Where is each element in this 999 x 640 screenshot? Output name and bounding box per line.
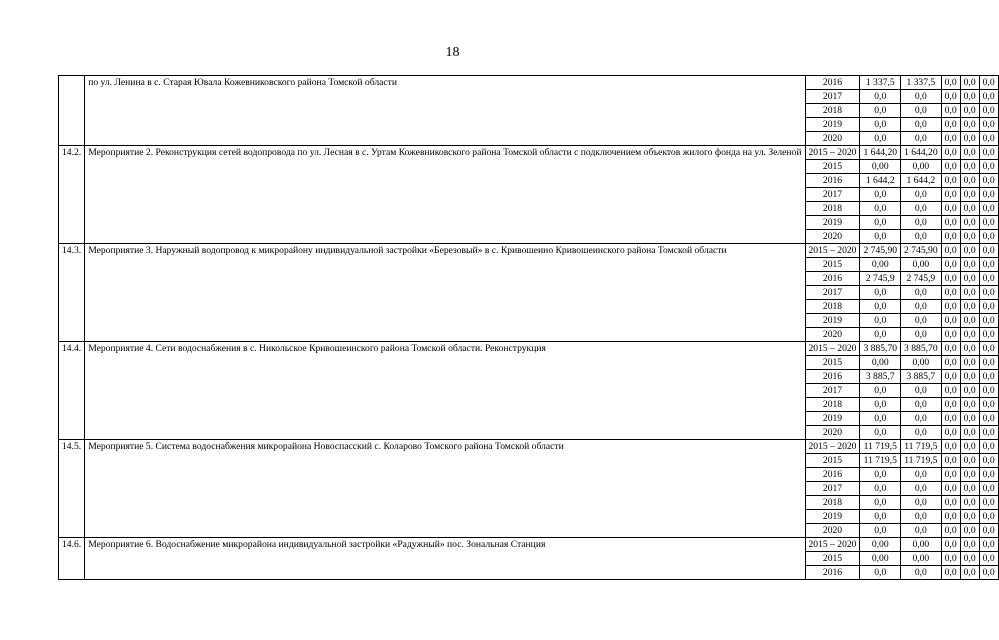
value-cell: 0,0 (860, 104, 901, 118)
value-cell: 0,0 (960, 146, 979, 160)
year-cell: 2019 (805, 118, 860, 132)
value-cell: 0,0 (860, 426, 901, 440)
year-cell: 2018 (805, 496, 860, 510)
value-cell: 0,0 (979, 552, 998, 566)
value-cell: 0,0 (960, 174, 979, 188)
value-cell: 0,0 (960, 356, 979, 370)
value-cell: 0,0 (941, 230, 960, 244)
value-cell: 0,0 (941, 412, 960, 426)
value-cell: 0,0 (979, 286, 998, 300)
item-number (59, 76, 85, 146)
year-cell: 2020 (805, 230, 860, 244)
year-cell: 2017 (805, 482, 860, 496)
value-cell: 0,0 (979, 300, 998, 314)
year-cell: 2020 (805, 426, 860, 440)
value-cell: 0,0 (960, 132, 979, 146)
value-cell: 0,0 (960, 272, 979, 286)
table-body (59, 76, 999, 580)
table-row (59, 440, 999, 454)
year-cell: 2020 (805, 132, 860, 146)
value-cell: 0,0 (901, 468, 942, 482)
value-cell: 0,0 (960, 384, 979, 398)
year-cell: 2015 – 2020 (805, 440, 860, 454)
value-cell: 1 644,2 (901, 174, 942, 188)
year-cell: 2015 – 2020 (805, 538, 860, 552)
value-cell: 1 337,5 (860, 76, 901, 90)
value-cell: 0,0 (960, 524, 979, 538)
value-cell: 0,0 (941, 496, 960, 510)
table-row (59, 146, 999, 160)
year-cell: 2016 (805, 76, 860, 90)
value-cell: 1 644,20 (901, 146, 942, 160)
value-cell: 0,00 (860, 552, 901, 566)
table-row (59, 342, 999, 356)
value-cell: 0,00 (901, 552, 942, 566)
value-cell: 0,0 (941, 524, 960, 538)
value-cell: 0,0 (941, 174, 960, 188)
value-cell: 0,0 (960, 104, 979, 118)
table-row (59, 538, 999, 552)
year-cell: 2015 (805, 454, 860, 468)
value-cell: 0,0 (941, 426, 960, 440)
value-cell: 0,0 (941, 188, 960, 202)
budget-table (58, 75, 999, 580)
item-number: 14.3. (59, 244, 85, 342)
item-number: 14.2. (59, 146, 85, 244)
value-cell: 0,0 (860, 202, 901, 216)
value-cell: 0,00 (901, 258, 942, 272)
value-cell: 0,00 (860, 258, 901, 272)
item-description: Мероприятие 5. Система водоснабжения микрорайона Новоспасский с. Коларово Томского района Томской области (85, 440, 805, 538)
value-cell: 0,0 (960, 342, 979, 356)
year-cell: 2018 (805, 202, 860, 216)
value-cell: 0,0 (941, 146, 960, 160)
value-cell: 0,0 (979, 314, 998, 328)
year-cell: 2017 (805, 384, 860, 398)
year-cell: 2019 (805, 412, 860, 426)
value-cell: 0,0 (860, 328, 901, 342)
value-cell: 1 337,5 (901, 76, 942, 90)
value-cell: 0,0 (979, 202, 998, 216)
value-cell: 0,0 (979, 496, 998, 510)
value-cell: 0,0 (960, 286, 979, 300)
value-cell: 0,0 (979, 146, 998, 160)
value-cell: 0,0 (960, 566, 979, 580)
item-description: Мероприятие 3. Наружный водопровод к микрорайону индивидуальной застройки «Березовый» в с. Кривошеино Кривошеинского района Томской области (85, 244, 805, 342)
value-cell: 0,0 (941, 286, 960, 300)
value-cell: 0,0 (960, 160, 979, 174)
value-cell: 0,0 (941, 118, 960, 132)
value-cell: 3 885,70 (901, 342, 942, 356)
value-cell: 1 644,20 (860, 146, 901, 160)
value-cell: 0,0 (941, 510, 960, 524)
table-row (59, 244, 999, 258)
year-cell: 2018 (805, 398, 860, 412)
value-cell: 0,0 (979, 188, 998, 202)
value-cell: 0,0 (960, 552, 979, 566)
value-cell: 0,0 (860, 412, 901, 426)
value-cell: 0,0 (941, 76, 960, 90)
item-description: по ул. Ленина в с. Старая Ювала Кожевниковского района Томской области (85, 76, 805, 146)
value-cell: 0,00 (901, 356, 942, 370)
value-cell: 0,0 (960, 202, 979, 216)
page-number: 18 (445, 45, 460, 60)
value-cell: 0,0 (901, 524, 942, 538)
value-cell: 0,0 (960, 496, 979, 510)
value-cell: 0,0 (960, 258, 979, 272)
value-cell: 0,0 (860, 314, 901, 328)
year-cell: 2020 (805, 524, 860, 538)
value-cell: 0,0 (941, 314, 960, 328)
value-cell: 0,0 (941, 356, 960, 370)
value-cell: 0,0 (860, 510, 901, 524)
value-cell: 0,0 (901, 426, 942, 440)
value-cell: 0,0 (960, 314, 979, 328)
value-cell: 0,0 (979, 468, 998, 482)
item-description: Мероприятие 4. Сети водоснабжения в с. Никольское Кривошеинского района Томской области. Реконструкция (85, 342, 805, 440)
value-cell: 0,0 (860, 230, 901, 244)
value-cell: 0,0 (960, 398, 979, 412)
value-cell: 0,0 (901, 510, 942, 524)
value-cell: 2 745,9 (901, 272, 942, 286)
value-cell: 0,0 (979, 538, 998, 552)
item-description: Мероприятие 6. Водоснабжение микрорайона индивидуальной застройки «Радужный» пос. Зональная Станция (85, 538, 805, 580)
value-cell: 0,0 (901, 286, 942, 300)
value-cell: 11 719,5 (901, 440, 942, 454)
value-cell: 0,0 (979, 104, 998, 118)
item-number: 14.5. (59, 440, 85, 538)
value-cell: 0,0 (979, 426, 998, 440)
value-cell: 0,0 (979, 160, 998, 174)
value-cell: 0,0 (860, 384, 901, 398)
value-cell: 0,0 (979, 412, 998, 426)
year-cell: 2017 (805, 286, 860, 300)
value-cell: 0,0 (941, 370, 960, 384)
value-cell: 0,0 (960, 188, 979, 202)
value-cell: 0,0 (979, 454, 998, 468)
value-cell: 0,0 (901, 496, 942, 510)
value-cell: 0,0 (979, 90, 998, 104)
value-cell: 0,0 (941, 440, 960, 454)
year-cell: 2015 (805, 160, 860, 174)
year-cell: 2018 (805, 300, 860, 314)
value-cell: 0,0 (941, 202, 960, 216)
value-cell: 0,0 (860, 300, 901, 314)
value-cell: 0,0 (901, 90, 942, 104)
value-cell: 0,0 (960, 426, 979, 440)
value-cell: 0,0 (901, 328, 942, 342)
value-cell: 0,0 (901, 202, 942, 216)
value-cell: 0,0 (979, 76, 998, 90)
year-cell: 2015 – 2020 (805, 342, 860, 356)
value-cell: 0,0 (860, 118, 901, 132)
value-cell: 0,0 (901, 566, 942, 580)
year-cell: 2015 (805, 552, 860, 566)
value-cell: 3 885,7 (901, 370, 942, 384)
value-cell: 0,0 (941, 104, 960, 118)
value-cell: 0,0 (960, 300, 979, 314)
value-cell: 0,0 (860, 524, 901, 538)
value-cell: 0,0 (901, 482, 942, 496)
value-cell: 0,0 (979, 510, 998, 524)
value-cell: 0,0 (860, 286, 901, 300)
value-cell: 0,0 (901, 314, 942, 328)
value-cell: 0,0 (960, 412, 979, 426)
year-cell: 2015 – 2020 (805, 244, 860, 258)
year-cell: 2017 (805, 90, 860, 104)
value-cell: 0,0 (941, 160, 960, 174)
value-cell: 0,0 (901, 188, 942, 202)
year-cell: 2019 (805, 510, 860, 524)
value-cell: 0,0 (960, 370, 979, 384)
value-cell: 0,0 (979, 370, 998, 384)
value-cell: 0,0 (960, 118, 979, 132)
value-cell: 0,0 (960, 230, 979, 244)
table-row (59, 76, 999, 90)
value-cell: 11 719,5 (860, 440, 901, 454)
value-cell: 0,0 (941, 244, 960, 258)
value-cell: 0,00 (901, 160, 942, 174)
value-cell: 0,0 (901, 398, 942, 412)
value-cell: 0,0 (860, 188, 901, 202)
item-description: Мероприятие 2. Реконструкция сетей водопровода по ул. Лесная в с. Уртам Кожевниковского района Томской области с подключением объектов жилого фонда на ул. Зеленой (85, 146, 805, 244)
value-cell: 11 719,5 (860, 454, 901, 468)
value-cell: 0,0 (901, 118, 942, 132)
value-cell: 0,0 (941, 342, 960, 356)
value-cell: 3 885,70 (860, 342, 901, 356)
value-cell: 0,0 (941, 538, 960, 552)
year-cell: 2015 – 2020 (805, 146, 860, 160)
value-cell: 0,0 (901, 412, 942, 426)
value-cell: 0,0 (960, 216, 979, 230)
value-cell: 0,0 (941, 482, 960, 496)
value-cell: 0,0 (960, 510, 979, 524)
value-cell: 0,0 (960, 468, 979, 482)
value-cell: 0,0 (860, 482, 901, 496)
value-cell: 0,0 (901, 300, 942, 314)
value-cell: 0,0 (960, 244, 979, 258)
value-cell: 0,0 (960, 454, 979, 468)
value-cell: 0,0 (979, 244, 998, 258)
year-cell: 2015 (805, 258, 860, 272)
year-cell: 2015 (805, 356, 860, 370)
value-cell: 0,0 (941, 328, 960, 342)
value-cell: 0,0 (979, 118, 998, 132)
year-cell: 2016 (805, 566, 860, 580)
value-cell: 0,0 (960, 482, 979, 496)
value-cell: 0,0 (979, 258, 998, 272)
value-cell: 0,0 (960, 76, 979, 90)
value-cell: 0,0 (979, 566, 998, 580)
value-cell: 0,00 (860, 538, 901, 552)
value-cell: 0,0 (979, 398, 998, 412)
value-cell: 0,0 (979, 356, 998, 370)
value-cell: 11 719,5 (901, 454, 942, 468)
value-cell: 0,0 (960, 328, 979, 342)
value-cell: 0,0 (860, 468, 901, 482)
value-cell: 0,0 (979, 482, 998, 496)
value-cell: 0,0 (979, 272, 998, 286)
value-cell: 0,0 (901, 104, 942, 118)
value-cell: 0,0 (860, 90, 901, 104)
year-cell: 2020 (805, 328, 860, 342)
year-cell: 2019 (805, 216, 860, 230)
value-cell: 0,0 (979, 440, 998, 454)
value-cell: 0,0 (979, 132, 998, 146)
item-number: 14.4. (59, 342, 85, 440)
value-cell: 1 644,2 (860, 174, 901, 188)
value-cell: 0,0 (941, 300, 960, 314)
value-cell: 0,0 (901, 230, 942, 244)
value-cell: 0,0 (941, 552, 960, 566)
value-cell: 0,0 (941, 384, 960, 398)
value-cell: 0,0 (941, 468, 960, 482)
value-cell: 0,0 (901, 216, 942, 230)
value-cell: 0,0 (979, 174, 998, 188)
value-cell: 0,0 (941, 216, 960, 230)
value-cell: 0,0 (901, 132, 942, 146)
year-cell: 2016 (805, 272, 860, 286)
year-cell: 2018 (805, 104, 860, 118)
value-cell: 0,0 (860, 496, 901, 510)
value-cell: 0,00 (860, 160, 901, 174)
value-cell: 0,0 (860, 216, 901, 230)
value-cell: 0,0 (941, 90, 960, 104)
value-cell: 2 745,90 (860, 244, 901, 258)
value-cell: 0,0 (860, 566, 901, 580)
value-cell: 0,0 (941, 272, 960, 286)
value-cell: 2 745,90 (901, 244, 942, 258)
value-cell: 0,0 (979, 328, 998, 342)
year-cell: 2016 (805, 468, 860, 482)
value-cell: 0,0 (979, 230, 998, 244)
value-cell: 0,0 (860, 398, 901, 412)
value-cell: 0,0 (901, 384, 942, 398)
year-cell: 2017 (805, 188, 860, 202)
value-cell: 0,0 (960, 90, 979, 104)
item-number: 14.6. (59, 538, 85, 580)
value-cell: 0,0 (979, 342, 998, 356)
value-cell: 0,0 (941, 132, 960, 146)
value-cell: 0,00 (901, 538, 942, 552)
value-cell: 0,0 (860, 132, 901, 146)
value-cell: 0,0 (941, 398, 960, 412)
value-cell: 2 745,9 (860, 272, 901, 286)
value-cell: 0,0 (941, 566, 960, 580)
year-cell: 2019 (805, 314, 860, 328)
value-cell: 0,0 (960, 538, 979, 552)
value-cell: 0,0 (979, 384, 998, 398)
value-cell: 0,0 (960, 440, 979, 454)
value-cell: 0,0 (979, 216, 998, 230)
value-cell: 3 885,7 (860, 370, 901, 384)
value-cell: 0,00 (860, 356, 901, 370)
year-cell: 2016 (805, 370, 860, 384)
value-cell: 0,0 (941, 258, 960, 272)
value-cell: 0,0 (941, 454, 960, 468)
value-cell: 0,0 (979, 524, 998, 538)
year-cell: 2016 (805, 174, 860, 188)
